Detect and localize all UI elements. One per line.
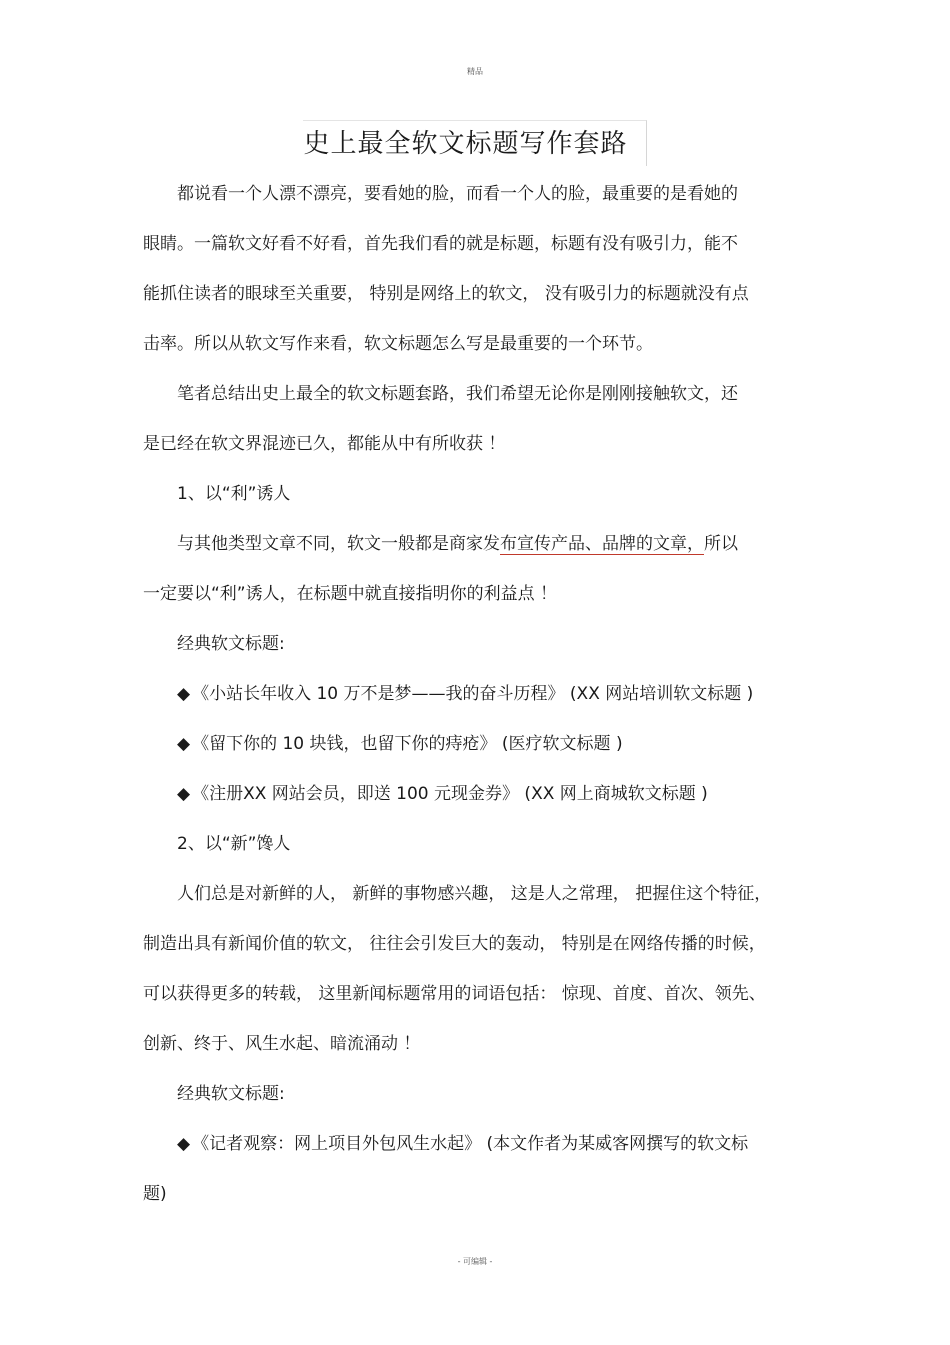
title-wrap bbox=[0, 120, 950, 166]
paragraph-line: 人们总是对新鲜的人， 新鲜的事物感兴趣， 这是人之常理， 把握住这个特征， bbox=[177, 884, 772, 904]
paragraph-line: 创新、终于、风生水起、暗流涌动 ！ bbox=[143, 1034, 421, 1054]
underlined-text: 布宣传产品、品牌的文章， bbox=[500, 534, 704, 554]
list-item bbox=[177, 1132, 748, 1156]
paragraph-line bbox=[177, 532, 738, 556]
paragraph-line: 笔者总结出史上最全的软文标题套路，我们希望无论你是刚刚接触软文，还 bbox=[177, 384, 738, 404]
paragraph-line: 击率。所以从软文写作来看，软文标题怎么写是最重要的一个环节。 bbox=[143, 334, 653, 354]
list-item-text: 《注册XX 网站会员，即送 100 元现金券》 (XX 网上商城软文标题 ) bbox=[192, 784, 708, 804]
list-item bbox=[177, 682, 753, 706]
section-heading: 1、以“利”诱人 bbox=[177, 484, 291, 504]
diamond-bullet-icon: ◆ bbox=[177, 684, 191, 704]
paragraph-line: 制造出具有新闻价值的软文， 往往会引发巨大的轰动， 特别是在网络传播的时候， bbox=[143, 934, 766, 954]
diamond-bullet-icon: ◆ bbox=[177, 1134, 191, 1154]
paragraph-line: 可以获得更多的转载， 这里新闻标题常用的词语包括： 惊现、首度、首次、领先、 bbox=[143, 984, 766, 1004]
diamond-bullet-icon: ◆ bbox=[177, 734, 191, 754]
section-heading: 2、以“新”馋人 bbox=[177, 834, 291, 854]
list-item bbox=[177, 782, 708, 806]
text-segment: 所以 bbox=[704, 534, 738, 554]
paragraph-line: 能抓住读者的眼球至关重要， 特别是网络上的软文， 没有吸引力的标题就没有点 bbox=[143, 284, 749, 304]
paragraph-line: 一定要以“利”诱人，在标题中就直接指明你的利益点 ！ bbox=[143, 584, 558, 604]
page-header: 精品 bbox=[467, 67, 483, 76]
list-item-continuation: 题) bbox=[143, 1184, 167, 1204]
paragraph-line: 都说看一个人漂不漂亮，要看她的脸，而看一个人的脸，最重要的是看她的 bbox=[177, 184, 738, 204]
classic-titles-label: 经典软文标题: bbox=[177, 634, 285, 654]
document-title: 史上最全软文标题写作套路 bbox=[303, 120, 646, 166]
page-footer: - 可编辑 - bbox=[457, 1257, 493, 1266]
paragraph-line: 眼睛。一篇软文好看不好看，首先我们看的就是标题，标题有没有吸引力，能不 bbox=[143, 234, 738, 254]
diamond-bullet-icon: ◆ bbox=[177, 784, 191, 804]
list-item bbox=[177, 732, 623, 756]
list-item-text: 《留下你的 10 块钱，也留下你的痔疮》 (医疗软文标题 ) bbox=[192, 734, 623, 754]
paragraph-line: 是已经在软文界混迹已久，都能从中有所收获 ！ bbox=[143, 434, 506, 454]
list-item-text: 《小站长年收入 10 万不是梦——我的奋斗历程》 (XX 网站培训软文标题 ) bbox=[192, 684, 754, 704]
classic-titles-label: 经典软文标题: bbox=[177, 1084, 285, 1104]
text-segment: 与其他类型文章不同，软文一般都是商家发 bbox=[177, 534, 500, 554]
list-item-text: 《记者观察：网上项目外包风生水起》 (本文作者为某威客网撰写的软文标 bbox=[192, 1134, 749, 1154]
